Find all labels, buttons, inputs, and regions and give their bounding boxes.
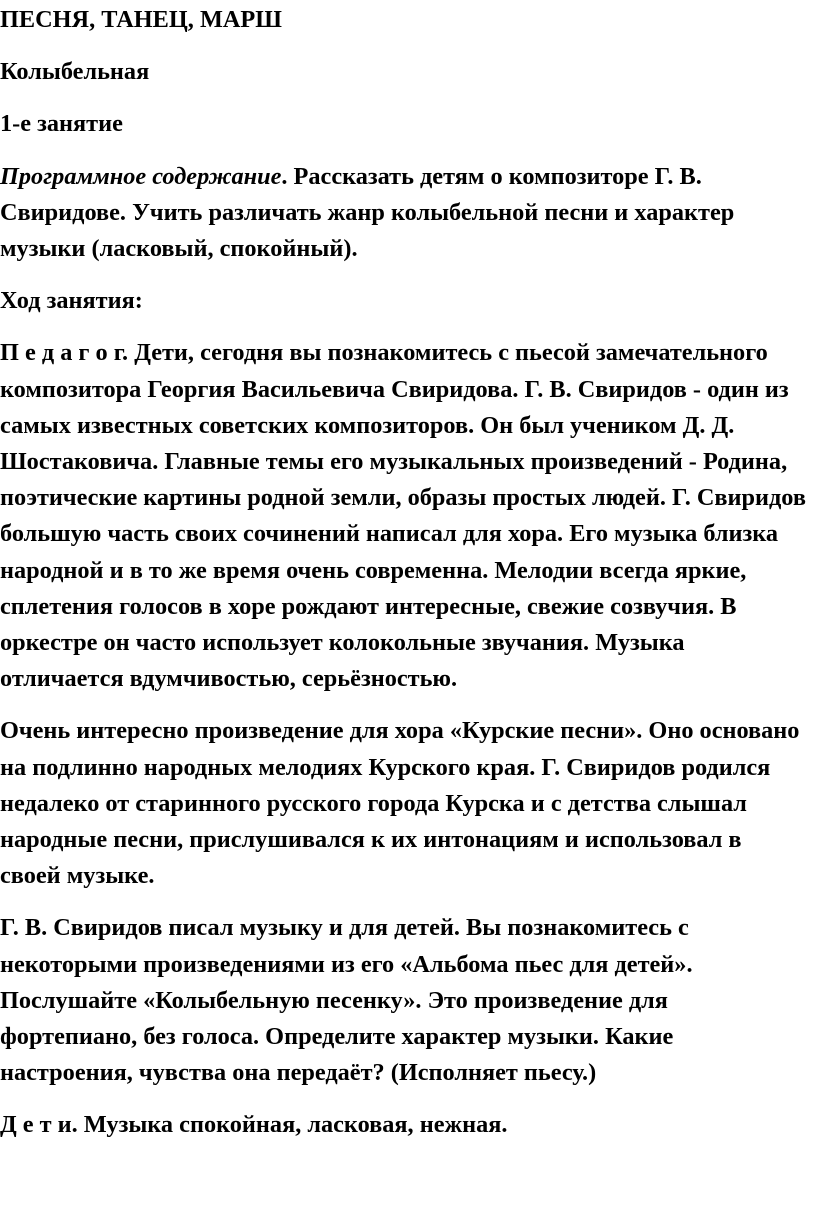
children-answer-paragraph bbox=[0, 1107, 808, 1143]
document-heading: ПЕСНЯ, ТАНЕЦ, МАРШ bbox=[0, 6, 282, 33]
children-answer-text: Музыка спокойная, ласковая, нежная. bbox=[77, 1111, 508, 1139]
teacher-paragraph bbox=[0, 335, 808, 697]
teacher-speaker: П е д а г о г. bbox=[0, 339, 129, 367]
document-subheading: Колыбельная bbox=[0, 58, 150, 86]
kursk-paragraph: Очень интересно произведение для хора «Курские песни». Оно основано на подлинно народных мелодиях Курского края. Г. Свиридов родился недалеко от старинного русского города Курска и с детства слышал народные песни, прислушивался к их интонациям и использовал в своей музыке. bbox=[0, 717, 800, 890]
children-works-paragraph: Г. В. Свиридов писал музыку и для детей. Вы познакомитесь с некоторыми произведениями из его «Альбома пьес для детей». Послушайте «Колыбельную песенку». Это произведение для фортепиано, без голоса. Определите характер музыки. Какие настроения, чувства она передаёт? (Исполняет пьесу.) bbox=[0, 914, 693, 1087]
program-text: . Рассказать детям о композиторе Г. В. Свиридове. Учить различать жанр колыбельной песни и характер музыки (ласковый, спокойный). bbox=[0, 162, 735, 263]
course-heading: Ход занятия: bbox=[0, 287, 143, 315]
program-label: Программное содержание bbox=[0, 162, 282, 190]
program-paragraph bbox=[0, 159, 808, 268]
teacher-text: Дети, сегодня вы познакомитесь с пьесой замечательного композитора Георгия Васильевича Свиридова. Г. В. Свиридов - один из самых известных советских композиторов. Он был учеником Д. Д. Шостаковича. Главные темы его музыкальных произведений - Родина, поэтические картины родной земли, образы простых людей. Г. Свиридов большую часть своих сочинений написал для хора. Его музыка близка народной и в то же время очень современна. Мелодии всегда яркие, сплетения голосов в хоре рождают интересные, свежие созвучия. В оркестре он часто использует колокольные звучания. Музыка отличается вдумчивостью, серьёзностью. bbox=[0, 339, 806, 693]
lesson-number: 1-е занятие bbox=[0, 110, 123, 138]
children-speaker: Д е т и. bbox=[0, 1111, 78, 1139]
